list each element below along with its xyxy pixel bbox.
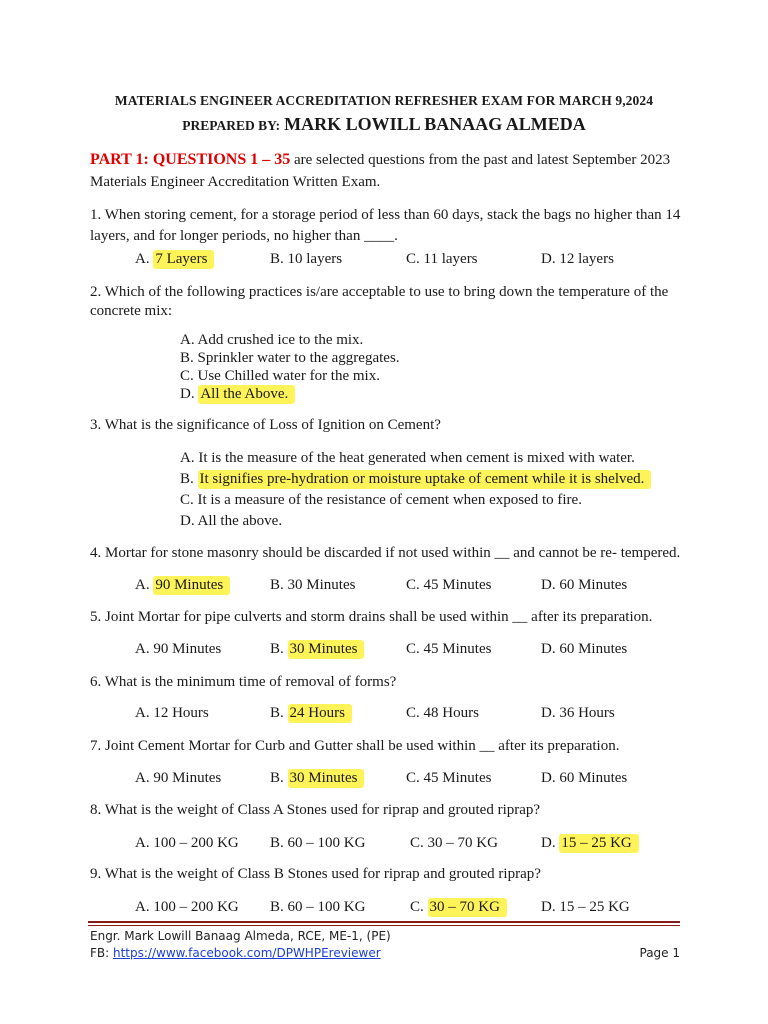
question-4-options [135,577,695,597]
option-b: B. 30 Minutes [270,641,364,658]
option-c: C. 30 – 70 KG [410,899,507,916]
answer-highlight: 7 Layers [153,250,214,269]
question-6: 6. What is the minimum time of removal of forms? [90,674,397,690]
option-b: B. Sprinkler water to the aggregates. [180,350,400,366]
question-2: 2. Which of the following practices is/are acceptable to use to bring down the temperature of the concrete mix: [90,284,669,319]
option-d: D. 12 layers [541,251,614,267]
option-b: B. 60 – 100 KG [270,835,366,851]
option-a: A. 100 – 200 KG [135,899,239,915]
answer-highlight: 30 Minutes [288,640,365,659]
fb-label: FB: [90,946,113,960]
option-a: A. Add crushed ice to the mix. [180,332,364,348]
option-b: B. 30 Minutes [270,577,356,593]
option-d: D. 15 – 25 KG [541,899,630,915]
footer-rule-thin [88,925,680,926]
page-number: Page 1 [639,946,680,960]
question-2-options [180,331,400,403]
option-d: D. 15 – 25 KG [541,835,639,852]
answer-highlight: 24 Hours [288,704,352,723]
option-a: A. 100 – 200 KG [135,835,239,851]
facebook-link[interactable]: https://www.facebook.com/DPWHPEreviewer [113,946,381,960]
option-a: A. 12 Hours [135,705,209,721]
option-d: D. All the above. [180,513,283,529]
option-c: C. 45 Minutes [406,641,492,657]
question-5: 5. Joint Mortar for pipe culverts and storm drains shall be used within __ after its preparation. [90,609,653,625]
footer-author: Engr. Mark Lowill Banaag Almeda, RCE, ME-1, (PE) [90,929,391,943]
question-8: 8. What is the weight of Class A Stones used for riprap and grouted riprap? [90,802,541,818]
question-1-options [135,251,695,271]
option-d: D. 60 Minutes [541,577,628,593]
page-footer [90,928,680,962]
option-d: D. 60 Minutes [541,770,628,786]
intro-paragraph [90,149,690,193]
question-7-options [135,770,695,790]
option-c: C. Use Chilled water for the mix. [180,368,380,384]
exam-title: MATERIALS ENGINEER ACCREDITATION REFRESHER EXAM FOR MARCH 9,2024 [114,93,654,108]
answer-highlight: 90 Minutes [153,576,230,595]
option-c: C. 45 Minutes [406,770,492,786]
option-c: C. 45 Minutes [406,577,492,593]
option-b: B. 60 – 100 KG [270,899,366,915]
option-c: C. It is a measure of the resistance of cement when exposed to fire. [180,492,582,508]
option-d: D. All the Above. [180,385,400,403]
option-b: B. 30 Minutes [270,770,364,787]
question-8-options [135,835,695,855]
footer-fb-line [90,945,680,962]
option-b: B. 10 layers [270,251,343,267]
prepared-by-label: PREPARED BY: [182,118,281,133]
question-3: 3. What is the significance of Loss of Ignition on Cement? [90,417,441,433]
option-a: A. 90 Minutes [135,577,230,594]
question-7: 7. Joint Cement Mortar for Curb and Gutter shall be used within __ after its preparation. [90,738,620,754]
option-a: A. 90 Minutes [135,641,222,657]
question-3-options [180,448,651,532]
option-d: D. 36 Hours [541,705,615,721]
question-4: 4. Mortar for stone masonry should be discarded if not used within __ and cannot be re- tempered. [90,545,681,561]
question-9-options [135,899,695,919]
question-6-options [135,705,695,725]
option-b: B. 24 Hours [270,705,352,722]
footer-rule [88,921,680,923]
author-name: MARK LOWILL BANAAG ALMEDA [284,114,586,134]
answer-highlight: 30 – 70 KG [428,898,507,917]
question-9: 9. What is the weight of Class B Stones used for riprap and grouted riprap? [90,866,541,882]
prepared-by-line [0,114,768,135]
option-b: B. It signifies pre-hydration or moisture uptake of cement while it is shelved. [180,469,651,490]
question-5-options [135,641,695,661]
answer-highlight: All the Above. [198,385,295,404]
option-c: C. 11 layers [406,251,478,267]
option-a: A. 7 Layers [135,251,214,268]
option-d: D. 60 Minutes [541,641,628,657]
question-1: 1. When storing cement, for a storage period of less than 60 days, stack the bags no higher than 14 layers, and for longer periods, no higher than ____. [90,207,681,244]
answer-highlight: It signifies pre-hydration or moisture uptake of cement while it is shelved. [198,470,652,489]
part-label: PART 1: QUESTIONS 1 – 35 [90,151,291,168]
option-c: C. 30 – 70 KG [410,835,498,851]
answer-highlight: 15 – 25 KG [559,834,638,853]
option-a: A. It is the measure of the heat generated when cement is mixed with water. [180,450,635,466]
option-c: C. 48 Hours [406,705,479,721]
option-a: A. 90 Minutes [135,770,222,786]
intro-text: are selected questions from the past and latest September 2023 Materials Engineer Accreditation Written Exam. [90,152,671,190]
answer-highlight: 30 Minutes [288,769,365,788]
